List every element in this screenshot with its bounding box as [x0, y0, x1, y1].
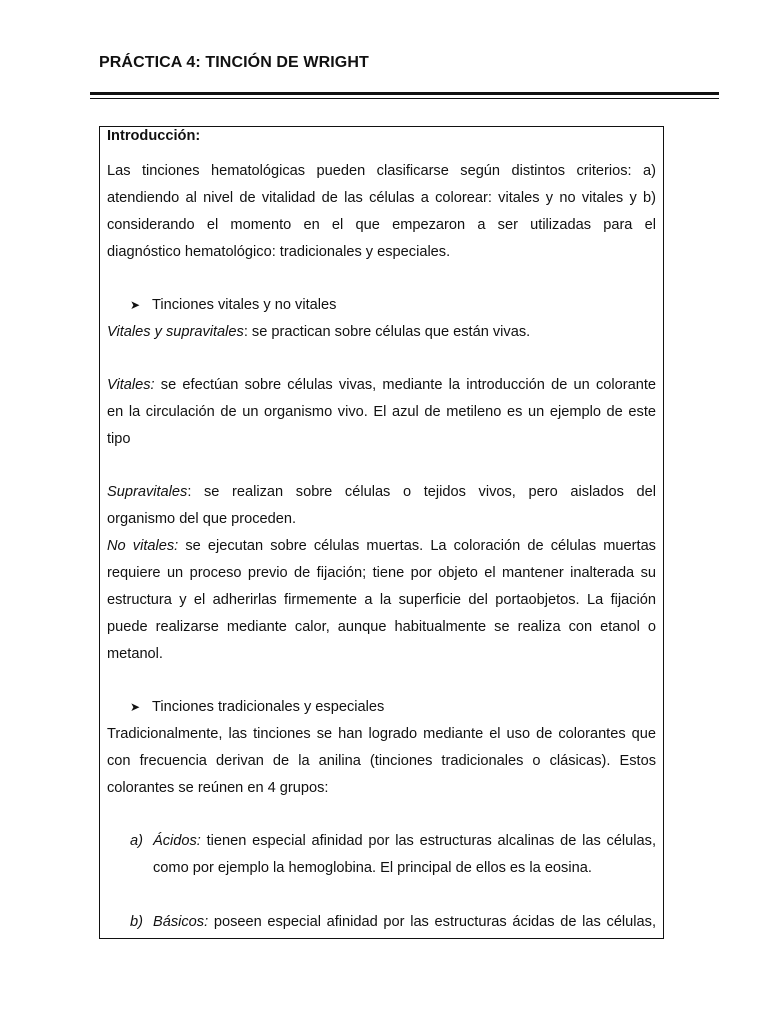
term: Supravitales	[107, 484, 188, 500]
bullet-label: Tinciones vitales y no vitales	[152, 297, 337, 313]
term: Básicos:	[153, 914, 209, 930]
header-rule-thick	[90, 92, 719, 95]
list-item-acidos	[107, 828, 656, 882]
text-line: diagnóstico hematológico: tradicionales y especiales.	[107, 244, 451, 260]
text-line: Las tinciones hematológicas pueden clasificarse según distintos criterios: a)	[107, 163, 656, 179]
list-item	[107, 828, 656, 882]
vitales-paragraph	[107, 372, 656, 453]
text-line: con frecuencia derivan de la anilina (tinciones tradicionales o clásicas). Estos	[107, 753, 656, 769]
text-line: colorantes se reúnen en 4 grupos:	[107, 780, 329, 796]
supravitales-paragraph	[107, 479, 656, 668]
header-rule-thin	[90, 98, 719, 99]
text-line: Tradicionalmente, las tinciones se han logrado mediante el uso de colorantes que	[107, 726, 656, 742]
text-line	[107, 372, 656, 399]
term-text: se efectúan sobre células vivas, mediante la introducción de un colorante	[154, 377, 656, 393]
list-marker: b)	[130, 914, 143, 930]
text-line: requiere un proceso previo de fijación; tiene por objeto el mantener inalterada su	[107, 565, 656, 581]
text-line	[107, 479, 656, 506]
list-item-basicos	[107, 909, 656, 936]
section1	[107, 292, 656, 346]
text-line: puede realizarse mediante calor, aunque habitualmente se realiza con etanol o	[107, 619, 656, 635]
term-text: : se practican sobre células que están vivas.	[243, 324, 531, 340]
term: Ácidos:	[153, 833, 201, 849]
section2	[107, 694, 656, 802]
term-text: se ejecutan sobre células muertas. La coloración de células muertas	[178, 538, 656, 554]
arrow-bullet-icon: ➤	[130, 298, 141, 312]
list-body	[153, 828, 656, 882]
text-line: metanol.	[107, 646, 163, 662]
text-line: estructura y el adherirlas firmemente a la superficie del portaobjetos. La fijación	[107, 592, 656, 608]
term: Vitales y supravitales	[107, 324, 244, 340]
text-line	[107, 533, 656, 560]
term-text: poseen especial afinidad por las estructuras ácidas de las células,	[208, 914, 656, 930]
text-line	[153, 909, 656, 936]
text-line: como por ejemplo la hemoglobina. El principal de ellos es la eosina.	[153, 860, 592, 876]
arrow-bullet-icon: ➤	[130, 700, 141, 714]
text-line: tipo	[107, 431, 131, 447]
intro-paragraph	[107, 158, 656, 266]
term-text: tienen especial afinidad por las estructuras alcalinas de las células,	[200, 833, 656, 849]
content-box	[99, 126, 664, 939]
text-line: en la circulación de un organismo vivo. El azul de metileno es un ejemplo de este	[107, 404, 656, 420]
bullet-item	[107, 694, 656, 721]
text-line: considerando el momento en el que empezaron a ser utilizadas para el	[107, 217, 656, 233]
term: No vitales:	[107, 538, 179, 554]
list-body	[153, 909, 656, 936]
text-line	[153, 828, 656, 855]
text-line: atendiendo al nivel de vitalidad de las células a colorear: vitales y no vitales y b)	[107, 190, 656, 206]
vitales-supravitales-line	[107, 319, 656, 346]
page-title: PRÁCTICA 4: TINCIÓN DE WRIGHT	[99, 54, 369, 71]
term: Vitales:	[107, 377, 155, 393]
term-text: : se realizan sobre células o tejidos vivos, pero aislados del	[187, 484, 656, 500]
list-item	[107, 909, 656, 936]
list-marker: a)	[130, 833, 143, 849]
text-line: organismo del que proceden.	[107, 511, 297, 527]
intro-title: Introducción:	[107, 128, 201, 144]
bullet-item	[107, 292, 656, 319]
bullet-label: Tinciones tradicionales y especiales	[152, 699, 385, 715]
